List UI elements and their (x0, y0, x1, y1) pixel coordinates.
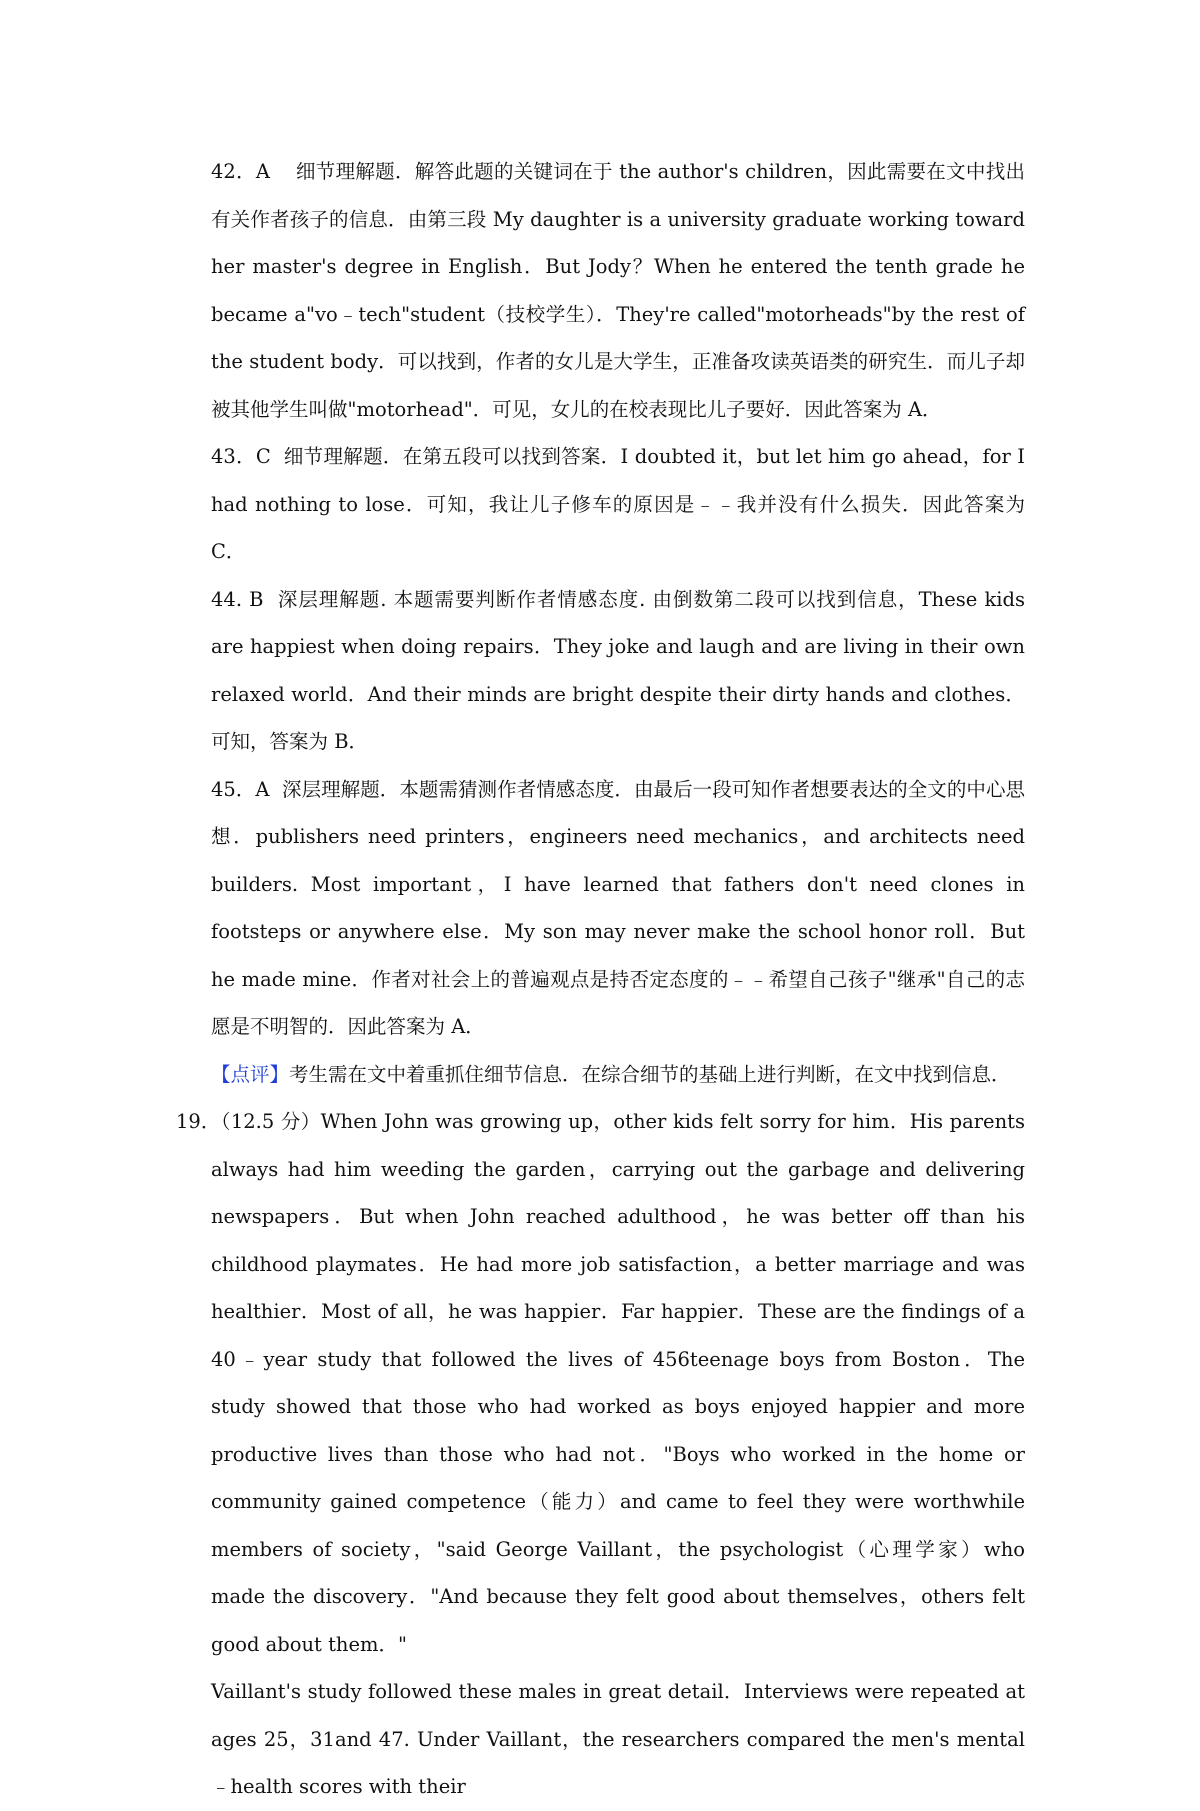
answer-42 (211, 148, 1025, 433)
page-content (176, 148, 1025, 1811)
answer-number: 45．A (211, 777, 270, 801)
answer-number: 44. B (211, 587, 264, 611)
answer-45 (211, 766, 1025, 1051)
question-score: （12.5 分） (211, 1110, 321, 1133)
question-number: 19． (176, 1110, 221, 1133)
answer-43 (211, 433, 1025, 576)
review-text: 考生需在文中着重抓住细节信息．在综合细节的基础上进行判断，在文中找到信息． (289, 1062, 1011, 1086)
answer-number: 42．A (211, 160, 270, 183)
answer-text: 深层理解题．本题需猜测作者情感态度．由最后一段可知作者想要表达的全文的中心思想．publishers need printers，engineers need mechanics，and architects need builders. Most important，I have learned that fathers don't need clones in footsteps or anywhere else．My son may never make the school honor roll．But he made mine．作者对社会上的普遍观点是持否定态度的﹣﹣希望自己孩子"继承"自己的志愿是不明智的．因此答案为 A． (211, 777, 1025, 1038)
review-tag: 【点评】 (211, 1062, 290, 1086)
answer-number: 43．C (211, 445, 271, 468)
answer-44 (211, 576, 1025, 766)
answer-text: 细节理解题．在第五段可以找到答案．I doubted it，but let him go ahead，for I had nothing to lose．可知，我让儿子修车的原因是﹣﹣我并没有什么损失．因此答案为 C． (211, 445, 1025, 563)
passage-text: Vaillant's study followed these males in great detail．Interviews were repeated at ages 25，31and 47. Under Vaillant，the researchers compared the men's mental﹣health scores with their (211, 1680, 1025, 1798)
answer-text: 细节理解题．解答此题的关键词在于 the author's children，因此需要在文中找出有关作者孩子的信息．由第三段 My daughter is a university graduate working toward her master's degree in English．But Jody？When he entered the tenth grade he became a"vo﹣tech"student（技校学生）．They're called"motorheads"by the rest of the student body．可以找到，作者的女儿是大学生，正准备攻读英语类的研究生．而儿子却被其他学生叫做"motorhead"．可见，女儿的在校表现比儿子要好．因此答案为 A． (211, 160, 1025, 421)
review-comment (211, 1051, 1025, 1099)
question-text: When John was growing up，other kids felt sorry for him．His parents always had him weeding the garden，carrying out the garbage and delivering newspapers．But when John reached adulthood，he was better off than his childhood playmates．He had more job satisfaction，a better marriage and was healthier．Most of all，he was happier．Far happier．These are the findings of a 40﹣year study that followed the lives of 456teenage boys from Boston．The study showed that those who had worked as boys enjoyed happier and more productive lives than those who had not．"Boys who worked in the home or community gained competence（能力）and came to feel they were worthwhile members of society，"said George Vaillant，the psychologist（心理学家）who made the discovery．"And because they felt good about themselves，others felt good about them．" (211, 1110, 1025, 1656)
answer-text: 深层理解题. 本题需要判断作者情感态度. 由倒数第二段可以找到信息，These kids are happiest when doing repairs．They joke and laugh and are living in their own relaxed world．And their minds are bright despite their dirty hands and clothes．可知，答案为 B． (211, 587, 1025, 753)
passage-paragraph-2 (211, 1668, 1025, 1811)
question-19 (176, 1098, 1025, 1668)
